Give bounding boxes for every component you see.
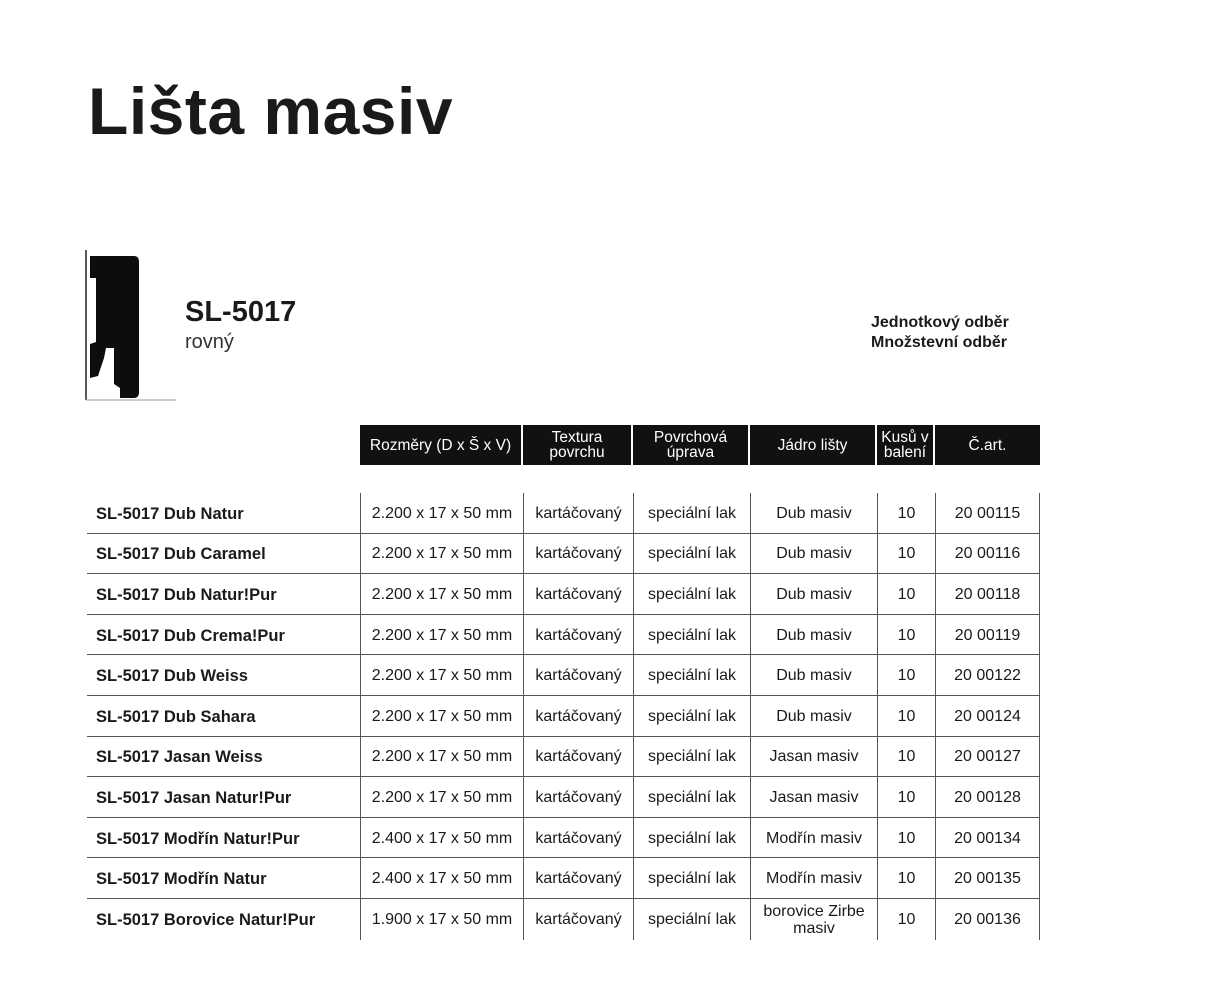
cell-pieces: 10 bbox=[877, 818, 935, 858]
page-title: Lišta masiv bbox=[88, 74, 454, 148]
header-finish bbox=[633, 425, 750, 465]
cell-article: 20 00116 bbox=[935, 534, 1040, 574]
table-row bbox=[87, 696, 1040, 737]
header-article: Č.art. bbox=[935, 425, 1040, 465]
cell-finish: speciální lak bbox=[633, 615, 750, 655]
table-header bbox=[360, 425, 1040, 465]
header-texture-line1: Textura bbox=[551, 429, 603, 446]
header-pieces-line2: balení bbox=[883, 444, 927, 461]
cell-core: Dub masiv bbox=[750, 493, 877, 533]
skirting-profile-icon bbox=[84, 248, 180, 404]
header-finish-line1: Povrchová bbox=[653, 429, 728, 446]
cell-article: 20 00124 bbox=[935, 696, 1040, 736]
cell-dimensions: 2.200 x 17 x 50 mm bbox=[360, 574, 523, 614]
cell-pieces: 10 bbox=[877, 777, 935, 817]
cell-core: Dub masiv bbox=[750, 534, 877, 574]
cell-core: Jasan masiv bbox=[750, 777, 877, 817]
cell-name: SL-5017 Dub Natur!Pur bbox=[96, 585, 277, 604]
header-texture bbox=[523, 425, 633, 465]
table-row bbox=[87, 493, 1040, 534]
cell-finish: speciální lak bbox=[633, 818, 750, 858]
cell-article: 20 00134 bbox=[935, 818, 1040, 858]
cell-article: 20 00122 bbox=[935, 655, 1040, 695]
cell-finish: speciální lak bbox=[633, 574, 750, 614]
cell-finish: speciální lak bbox=[633, 534, 750, 574]
product-code: SL-5017 bbox=[185, 296, 297, 328]
cell-finish: speciální lak bbox=[633, 696, 750, 736]
cell-texture: kartáčovaný bbox=[523, 858, 633, 898]
cell-texture: kartáčovaný bbox=[523, 899, 633, 940]
table-row bbox=[87, 858, 1040, 899]
table-body bbox=[87, 493, 1040, 940]
cell-name: SL-5017 Dub Weiss bbox=[96, 667, 248, 686]
cell-name: SL-5017 Modřín Natur bbox=[96, 870, 267, 889]
header-texture-line2: povrchu bbox=[549, 444, 605, 461]
cell-article: 20 00115 bbox=[935, 493, 1040, 533]
cell-core: Dub masiv bbox=[750, 574, 877, 614]
cell-name: SL-5017 Borovice Natur!Pur bbox=[96, 911, 316, 930]
table-row bbox=[87, 655, 1040, 696]
table-row bbox=[87, 777, 1040, 818]
cell-dimensions: 2.200 x 17 x 50 mm bbox=[360, 493, 523, 533]
cell-texture: kartáčovaný bbox=[523, 818, 633, 858]
cell-core: Dub masiv bbox=[750, 615, 877, 655]
cell-finish: speciální lak bbox=[633, 858, 750, 898]
cell-texture: kartáčovaný bbox=[523, 615, 633, 655]
cell-article: 20 00119 bbox=[935, 615, 1040, 655]
cell-finish: speciální lak bbox=[633, 737, 750, 777]
cell-pieces: 10 bbox=[877, 534, 935, 574]
table-row bbox=[87, 818, 1040, 859]
cell-article: 20 00127 bbox=[935, 737, 1040, 777]
cell-name: SL-5017 Dub Sahara bbox=[96, 707, 256, 726]
header-dimensions: Rozměry (D x Š x V) bbox=[360, 425, 523, 465]
cell-finish: speciální lak bbox=[633, 899, 750, 940]
cell-pieces: 10 bbox=[877, 858, 935, 898]
cell-finish: speciální lak bbox=[633, 493, 750, 533]
cell-article: 20 00135 bbox=[935, 858, 1040, 898]
cell-name: SL-5017 Jasan Weiss bbox=[96, 748, 263, 767]
cell-dimensions: 2.200 x 17 x 50 mm bbox=[360, 615, 523, 655]
cell-article: 20 00118 bbox=[935, 574, 1040, 614]
cell-pieces: 10 bbox=[877, 696, 935, 736]
cell-name: SL-5017 Dub Caramel bbox=[96, 545, 266, 564]
cell-pieces: 10 bbox=[877, 574, 935, 614]
cell-dimensions: 2.400 x 17 x 50 mm bbox=[360, 818, 523, 858]
table-row bbox=[87, 574, 1040, 615]
cell-core: Jasan masiv bbox=[750, 737, 877, 777]
cell-name: SL-5017 Dub Crema!Pur bbox=[96, 626, 285, 645]
order-type-bulk: Množstevní odběr bbox=[871, 334, 1008, 351]
cell-texture: kartáčovaný bbox=[523, 534, 633, 574]
cell-finish: speciální lak bbox=[633, 655, 750, 695]
table-row bbox=[87, 534, 1040, 575]
cell-pieces: 10 bbox=[877, 493, 935, 533]
cell-dimensions: 2.200 x 17 x 50 mm bbox=[360, 655, 523, 695]
cell-texture: kartáčovaný bbox=[523, 493, 633, 533]
header-core: Jádro lišty bbox=[750, 425, 877, 465]
cell-pieces: 10 bbox=[877, 737, 935, 777]
header-finish-line2: úprava bbox=[666, 444, 715, 461]
cell-core: Modřín masiv bbox=[750, 858, 877, 898]
cell-pieces: 10 bbox=[877, 655, 935, 695]
cell-core: Dub masiv bbox=[750, 655, 877, 695]
cell-texture: kartáčovaný bbox=[523, 737, 633, 777]
table-row bbox=[87, 615, 1040, 656]
header-pieces bbox=[877, 425, 935, 465]
cell-name: SL-5017 Jasan Natur!Pur bbox=[96, 788, 292, 807]
order-type-unit: Jednotkový odběr bbox=[871, 314, 1009, 331]
cell-dimensions: 2.200 x 17 x 50 mm bbox=[360, 696, 523, 736]
cell-finish: speciální lak bbox=[633, 777, 750, 817]
cell-article: 20 00128 bbox=[935, 777, 1040, 817]
cell-core: borovice Zirbe masiv bbox=[750, 899, 877, 940]
cell-pieces: 10 bbox=[877, 615, 935, 655]
table-row bbox=[87, 899, 1040, 940]
cell-dimensions: 2.200 x 17 x 50 mm bbox=[360, 777, 523, 817]
cell-dimensions: 2.200 x 17 x 50 mm bbox=[360, 534, 523, 574]
order-types bbox=[871, 313, 1009, 353]
cell-article: 20 00136 bbox=[935, 899, 1040, 940]
cell-texture: kartáčovaný bbox=[523, 655, 633, 695]
cell-name: SL-5017 Modřín Natur!Pur bbox=[96, 829, 300, 848]
cell-core: Modřín masiv bbox=[750, 818, 877, 858]
cell-dimensions: 2.400 x 17 x 50 mm bbox=[360, 858, 523, 898]
table-row bbox=[87, 737, 1040, 778]
cell-pieces: 10 bbox=[877, 899, 935, 940]
cell-texture: kartáčovaný bbox=[523, 777, 633, 817]
header-pieces-line1: Kusů v bbox=[881, 429, 929, 446]
cell-core: Dub masiv bbox=[750, 696, 877, 736]
product-subtitle: rovný bbox=[185, 331, 234, 353]
cell-name: SL-5017 Dub Natur bbox=[96, 504, 244, 523]
cell-dimensions: 1.900 x 17 x 50 mm bbox=[360, 899, 523, 940]
cell-texture: kartáčovaný bbox=[523, 696, 633, 736]
cell-texture: kartáčovaný bbox=[523, 574, 633, 614]
cell-dimensions: 2.200 x 17 x 50 mm bbox=[360, 737, 523, 777]
